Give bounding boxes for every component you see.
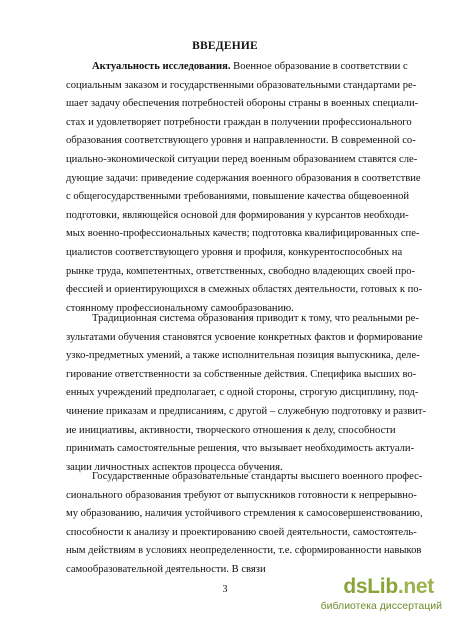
paragraph-1-line-first xyxy=(66,58,426,77)
text-line: гирование ответственности за собственные действия. Специфика высших во- xyxy=(66,368,417,380)
text-line: принимать самостоятельные решения, что вызывает необходимость актуали- xyxy=(66,443,415,455)
watermark-logo-name: dsLib xyxy=(343,575,398,598)
text-line: ным действиям в условиях неопределенности, т.е. сформированности навыков xyxy=(66,545,422,557)
text-line: сионального образования требуют от выпускников готовности к непрерывно- xyxy=(66,489,417,501)
watermark-subtitle: библиотека диссертаций xyxy=(320,600,442,612)
text-line: самообразовательной деятельности. В связи xyxy=(66,563,266,575)
keyword-relevance: Актуальность исследования. xyxy=(92,61,231,72)
section-title: ВВЕДЕНИЕ xyxy=(192,40,258,52)
text-line: му образованию, наличия устойчивого стремления к самосовершенствованию, xyxy=(66,508,423,520)
text-line: мых военно-профессиональных качеств; подготовка квалифицированных спе- xyxy=(66,228,420,240)
text-line: Государственные образовательные стандарты высшего военного профес- xyxy=(92,471,423,482)
text-line: образования соответствующего уровня и направленности. В современной со- xyxy=(66,135,416,147)
text-line: подготовки, являющейся основой для формирования у курсантов необходи- xyxy=(66,209,409,221)
paragraph-1 xyxy=(66,58,426,318)
paragraph-1-first-rest: Военное образование в соответствии с xyxy=(230,61,408,72)
paragraph-3 xyxy=(66,468,426,580)
text-line: социальным заказом и государственными образовательными стандартами ре- xyxy=(66,79,417,91)
text-line: Традиционная система образования приводит к тому, что реальными ре- xyxy=(92,313,419,324)
text-line: рынке труда, компетентных, ответственных, свободно владеющих своей про- xyxy=(66,265,416,277)
text-line: дующие задачи: приведение содержания военного образования в соответствие xyxy=(66,172,421,184)
watermark-logo-suffix: .net xyxy=(397,575,434,598)
watermark-logo xyxy=(343,575,434,599)
text-line: стоянному профессиональному самообразованию. xyxy=(66,302,294,314)
text-line: с общегосударственными требованиями, повышение качества общевоенной xyxy=(66,191,410,203)
text-line: стах и удовлетворяет потребности граждан в получении профессионального xyxy=(66,116,412,128)
text-line: фессией и ориентирующихся в смежных областях деятельности, готовых к по- xyxy=(66,284,423,296)
text-line: циалистов соответствующего уровня и профиля, конкурентоспособных на xyxy=(66,246,403,258)
dslib-watermark xyxy=(294,575,444,617)
text-line: ие инициативы, активности, творческого отношения к делу, способности xyxy=(66,424,396,436)
text-line: шает задачу обеспечения потребностей обороны страны в военных специали- xyxy=(66,98,419,110)
text-line: узко-предметных умений, а также исполнительная позиция выпускника, деле- xyxy=(66,350,420,362)
text-line: зации личностных аспектов процесса обучения. xyxy=(66,461,283,473)
text-line: чинение приказам и предписаниям, с другой – служебную подготовку и развит- xyxy=(66,405,426,417)
page-number: 3 xyxy=(222,584,228,595)
text-line: циально-экономической ситуации перед военным образованием ставятся сле- xyxy=(66,153,418,165)
text-line: зультатами обучения становятся усвоение конкретных фактов и формирование xyxy=(66,331,423,343)
text-line: енных учреждений предполагает, с одной стороны, строгую дисциплину, под- xyxy=(66,387,419,399)
text-line: способности к анализу и проектированию своей деятельности, самостоятель- xyxy=(66,526,417,538)
paragraph-2 xyxy=(66,310,426,477)
